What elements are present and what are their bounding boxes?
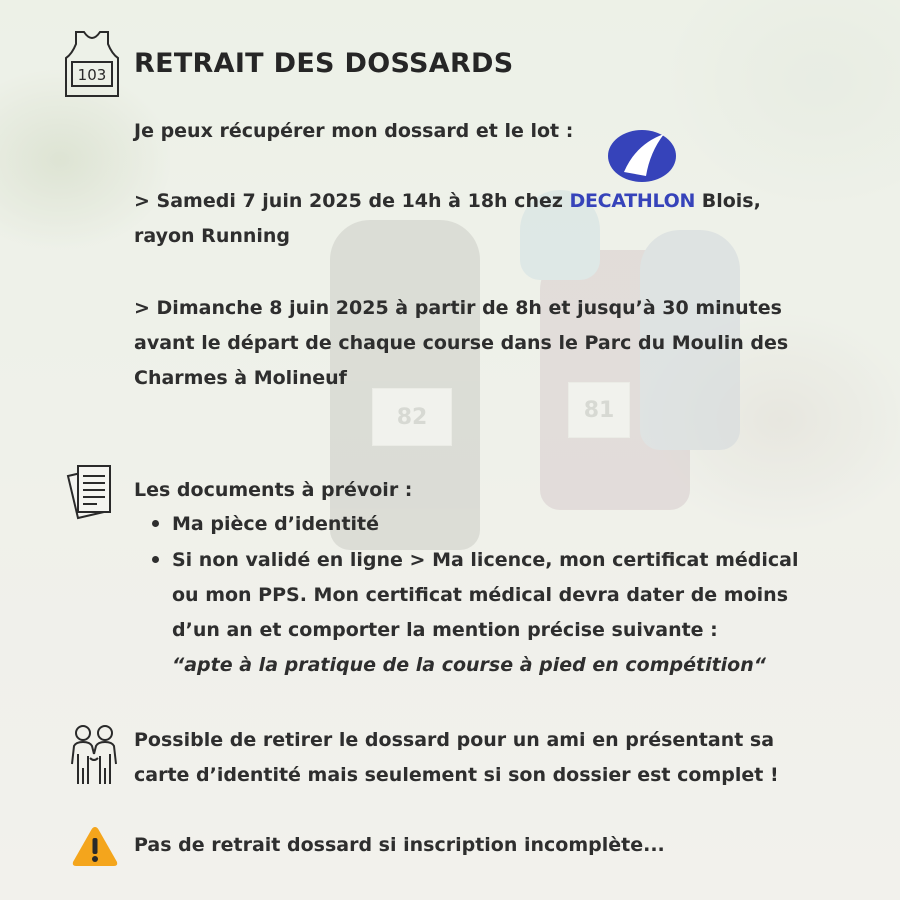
documents-item-id: Ma pièce d’identité xyxy=(172,513,380,535)
pickup-intro: Je peux récupérer mon dossard et le lot : xyxy=(134,120,574,142)
friends-icon xyxy=(64,724,124,786)
pickup-saturday xyxy=(134,184,761,219)
documents-item2-line1: Si non validé en ligne > Ma licence, mon certificat médical xyxy=(172,549,799,571)
bullet-dot xyxy=(152,520,159,527)
friend-line2: carte d’identité mais seulement si son dossier est complet ! xyxy=(134,764,779,786)
documents-heading: Les documents à prévoir : xyxy=(134,479,413,501)
warning-icon xyxy=(70,824,120,868)
bib-icon-number: 103 xyxy=(77,66,107,84)
documents-icon xyxy=(64,462,120,520)
documents-item2-quote: “apte à la pratique de la course à pied en compétition“ xyxy=(172,654,767,676)
pickup-sunday-line3: Charmes à Molineuf xyxy=(134,367,347,389)
bullet-dot xyxy=(152,556,159,563)
pickup-saturday-line2: rayon Running xyxy=(134,225,291,247)
documents-item2-line3: d’un an et comporter la mention précise suivante : xyxy=(172,619,718,641)
runner-bib-icon xyxy=(64,30,120,98)
documents-item2-line2: ou mon PPS. Mon certificat médical devra dater de moins xyxy=(172,584,788,606)
warning-text: Pas de retrait dossard si inscription incomplète... xyxy=(134,834,665,856)
pickup-sunday-line1: > Dimanche 8 juin 2025 à partir de 8h et jusqu’à 30 minutes xyxy=(134,297,782,319)
pickup-sunday-line2: avant le départ de chaque course dans le Parc du Moulin des xyxy=(134,332,789,354)
saturday-suffix: Blois, xyxy=(695,190,761,212)
saturday-prefix: > Samedi 7 juin 2025 de 14h à 18h chez xyxy=(134,190,570,212)
decathlon-wordmark: DECATHLON xyxy=(569,190,696,212)
decathlon-logo-icon xyxy=(606,126,678,186)
friend-line1: Possible de retirer le dossard pour un ami en présentant sa xyxy=(134,729,775,751)
page-title: RETRAIT DES DOSSARDS xyxy=(134,48,514,79)
